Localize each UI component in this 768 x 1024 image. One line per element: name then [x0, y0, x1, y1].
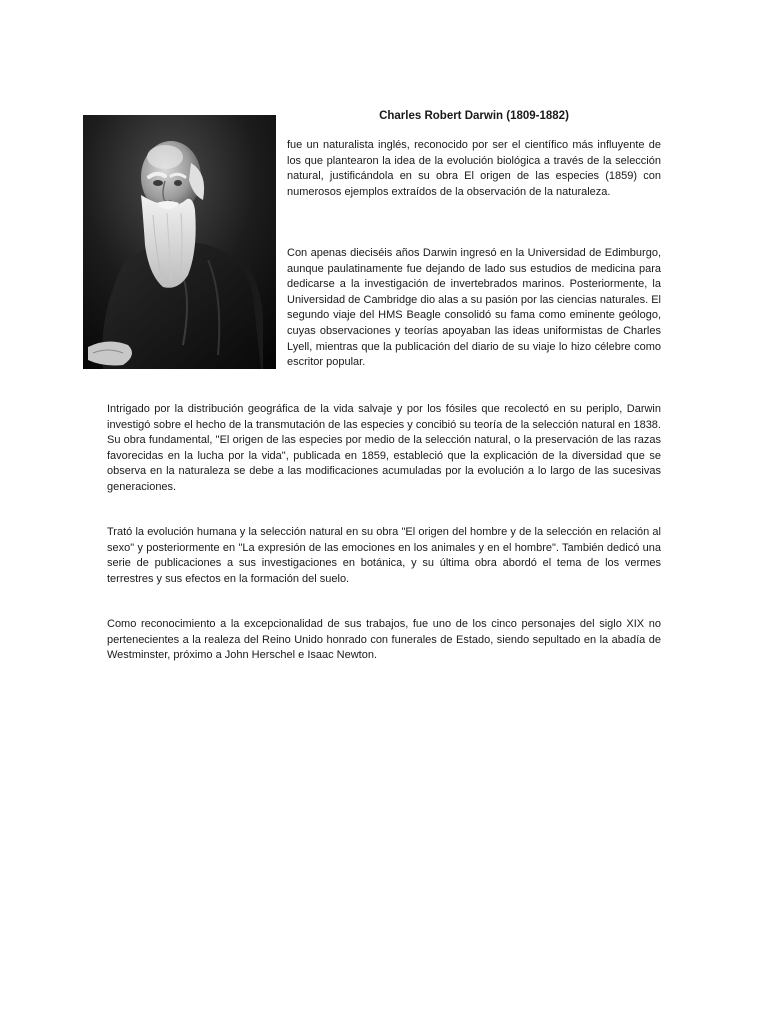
- paragraph-natural-selection: Intrigado por la distribución geográfica de la vida salvaje y por los fósiles que recolectó en su periplo, Darwin investigó sobre el hecho de la transmutación de las especies y concibió su teoría de la selección natural en 1838. Su obra fundamental, "El origen de las especies por medio de la selección natural, o la preservación de las razas favorecidas en la lucha por la vida", publicada en 1859, estableció que la explicación de la diversidad que se observa en la naturaleza se debe a las modificaciones acumuladas por la evolución a lo largo de las sucesivas generaciones.: [107, 403, 661, 493]
- paragraph-intro: fue un naturalista inglés, reconocido por ser el científico más influyente de los que plantearon la idea de la evolución biológica a través de la selección natural, justificándola en su obra El origen de las especies (1859) con numerosos ejemplos extraídos de la observación de la naturaleza.: [287, 139, 661, 198]
- paragraph-human-evolution: Trató la evolución humana y la selección natural en su obra "El origen del hombre y de la selección en relación al sexo" y posteriormente en "La expresión de las emociones en los animales y en el hombre". También dedicó una serie de publicaciones a sus investigaciones en botánica, y su última obra abordó el tema de los vermes terrestres y sus efectos en la formación del suelo.: [107, 526, 661, 585]
- document-title: Charles Robert Darwin (1809-1882): [379, 110, 569, 122]
- paragraph-recognition: Como reconocimiento a la excepcionalidad de sus trabajos, fue uno de los cinco personajes del siglo XIX no pertenecientes a la realeza del Reino Unido honrado con funerales de Estado, siendo sepultado en la abadía de Westminster, próximo a John Herschel e Isaac Newton.: [107, 618, 661, 662]
- darwin-portrait: [83, 115, 276, 369]
- paragraph-education: Con apenas dieciséis años Darwin ingresó en la Universidad de Edimburgo, aunque paulatinamente fue dejando de lado sus estudios de medicina para dedicarse a la investigación de invertebrados marinos. Posteriormente, la Universidad de Cambridge dio alas a su pasión por las ciencias naturales. El segundo viaje del HMS Beagle consolidó su fama como eminente geólogo, cuyas observaciones y teorías apoyaban las ideas uniformistas de Charles Lyell, mientras que la publicación del diario de su viaje lo hizo célebre como escritor popular.: [287, 247, 661, 369]
